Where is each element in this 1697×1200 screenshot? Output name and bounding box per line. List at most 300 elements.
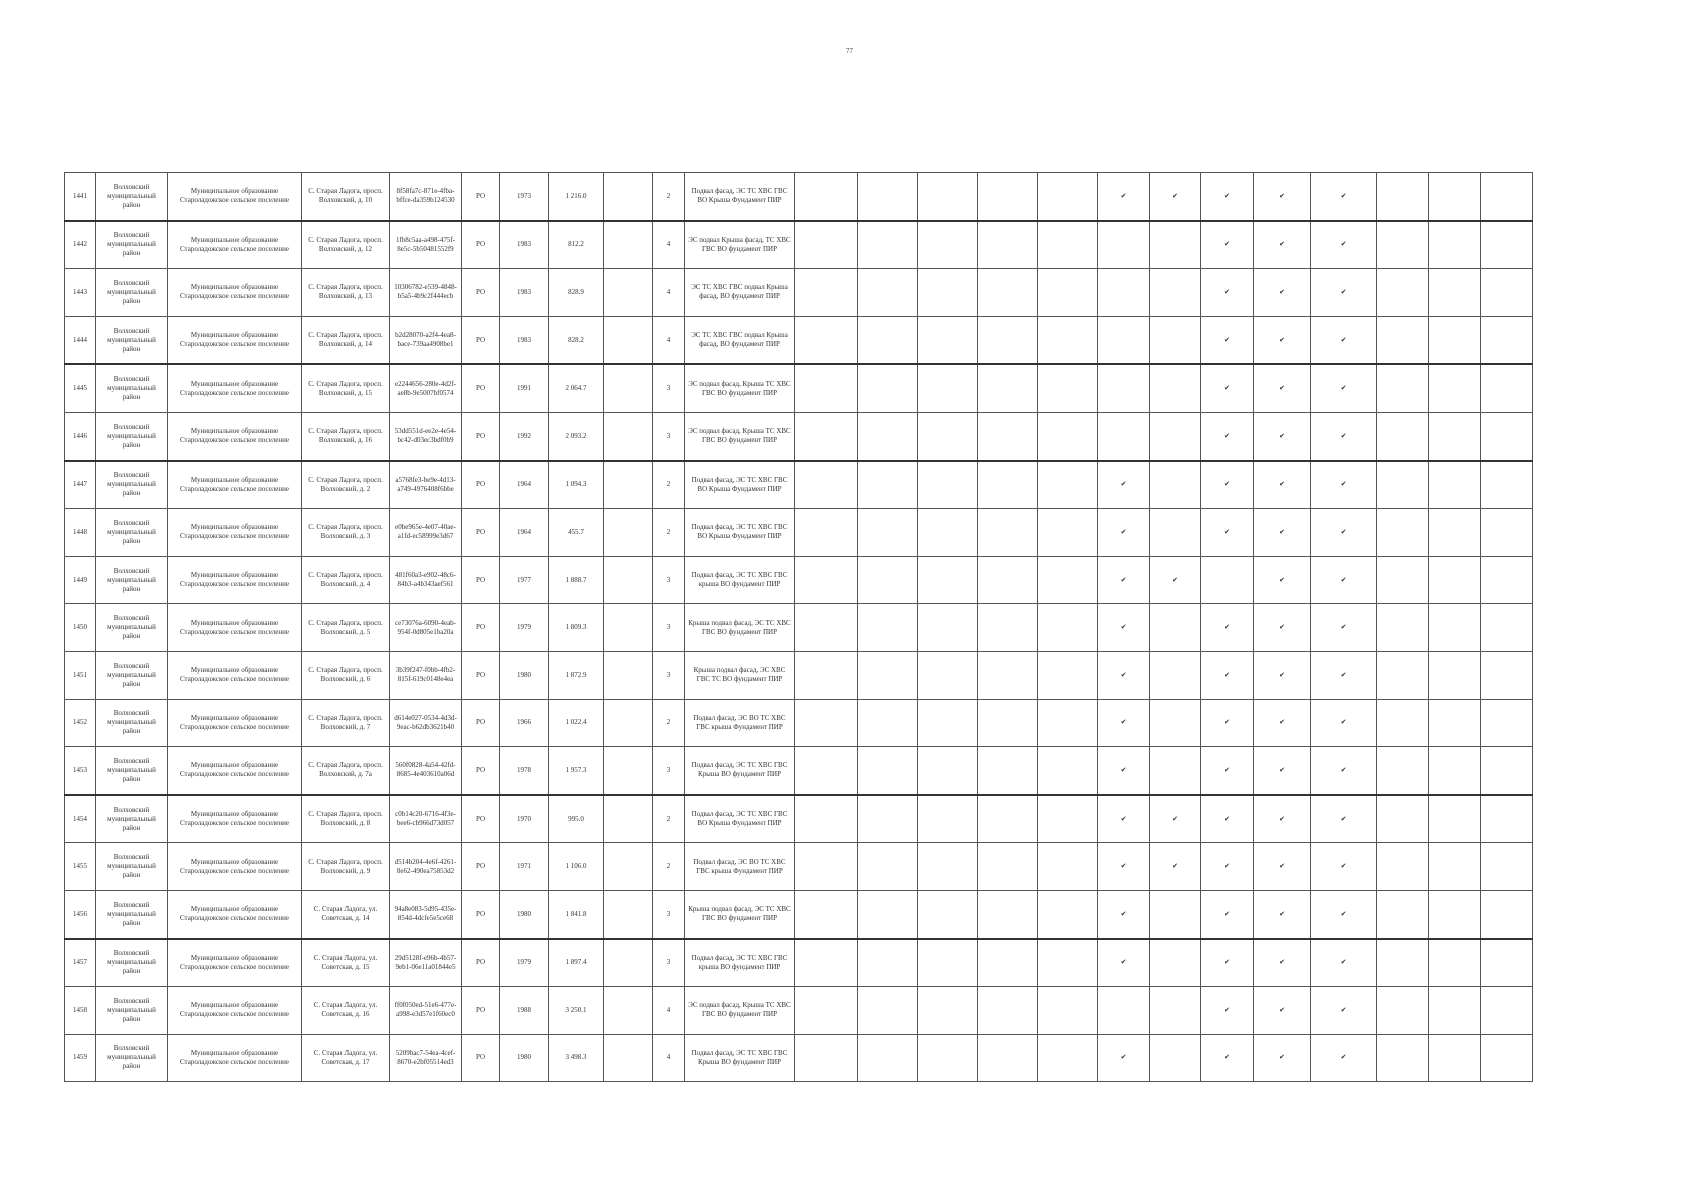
guid-cell: 10306782-e539-4848-b5a5-4b9c2f444ecb — [390, 269, 462, 317]
check-cell-1: ✔ — [1098, 699, 1150, 747]
empty-cell — [918, 173, 978, 221]
empty-cell — [1481, 890, 1533, 938]
floors-cell: 2 — [653, 173, 685, 221]
check-cell-3: ✔ — [1201, 461, 1254, 509]
empty-cell — [918, 987, 978, 1035]
empty-cell — [1429, 173, 1481, 221]
empty-cell — [1429, 747, 1481, 795]
works-cell: Подвал фасад, ЭС ТС ХВС ГВС ВО Крыша Фундамент ПИР — [685, 173, 795, 221]
guid-cell: 3b39f247-f0bb-4fb2-815f-619c0148e4ea — [390, 651, 462, 699]
area-cell: 1 888.7 — [549, 556, 604, 604]
district-cell: Волховский муниципальный район — [96, 221, 168, 269]
check-cell-2: ✔ — [1150, 556, 1201, 604]
table-row — [65, 604, 1533, 652]
works-cell: Крыша подвал фасад, ЭС ХВС ГВС ТС ВО фундамент ПИР — [685, 651, 795, 699]
table-row — [65, 795, 1533, 843]
guid-cell: b2d28070-a2f4-4ea8-bace-739aa4908be1 — [390, 316, 462, 364]
municipality-cell: Муниципальное образование Староладожское сельское поселение — [168, 509, 302, 557]
empty-cell — [978, 269, 1038, 317]
empty-cell — [918, 461, 978, 509]
empty-cell — [858, 509, 918, 557]
empty-cell — [1038, 843, 1098, 891]
check-cell-2 — [1150, 221, 1201, 269]
address-cell: С. Старая Ладога, просп. Волховский, д. 9 — [302, 843, 390, 891]
floors-cell: 4 — [653, 316, 685, 364]
row-number-cell: 1442 — [65, 221, 96, 269]
empty-cell — [1038, 987, 1098, 1035]
empty-cell — [1429, 651, 1481, 699]
guid-cell: 29d5128f-e96b-4b57-9eb1-06e11a01844e5 — [390, 939, 462, 987]
area-cell: 1 094.3 — [549, 461, 604, 509]
page-number: 77 — [846, 47, 853, 55]
empty-cell — [1429, 699, 1481, 747]
floors-cell: 2 — [653, 509, 685, 557]
empty-cell — [978, 939, 1038, 987]
municipality-cell: Муниципальное образование Староладожское сельское поселение — [168, 939, 302, 987]
empty-cell — [1038, 747, 1098, 795]
district-cell: Волховский муниципальный район — [96, 604, 168, 652]
table-row — [65, 890, 1533, 938]
year-cell: 1980 — [500, 1034, 549, 1082]
address-cell: С. Старая Ладога, ул. Советская, д. 17 — [302, 1034, 390, 1082]
empty-cell — [858, 173, 918, 221]
empty-cell — [918, 747, 978, 795]
empty-cell — [918, 939, 978, 987]
table-row — [65, 843, 1533, 891]
type-cell: РО — [462, 461, 500, 509]
empty-cell — [1481, 412, 1533, 460]
check-cell-1: ✔ — [1098, 556, 1150, 604]
municipality-cell: Муниципальное образование Староладожское сельское поселение — [168, 795, 302, 843]
empty-cell — [918, 890, 978, 938]
floors-cell: 4 — [653, 987, 685, 1035]
area-cell: 3 250.1 — [549, 987, 604, 1035]
district-cell: Волховский муниципальный район — [96, 987, 168, 1035]
year-cell: 1978 — [500, 747, 549, 795]
area-cell: 2 064.7 — [549, 364, 604, 412]
area-cell: 1 022.4 — [549, 699, 604, 747]
empty-cell — [1377, 509, 1429, 557]
empty-cell — [978, 843, 1038, 891]
empty-cell — [978, 747, 1038, 795]
guid-cell: 8f58fa7c-871e-4fba-bffce-da359b124530 — [390, 173, 462, 221]
empty-cell — [1481, 699, 1533, 747]
year-cell: 1983 — [500, 221, 549, 269]
empty-cell — [1377, 364, 1429, 412]
floors-cell: 3 — [653, 604, 685, 652]
empty-cell — [604, 173, 653, 221]
empty-cell — [858, 747, 918, 795]
type-cell: РО — [462, 316, 500, 364]
area-cell: 1 809.3 — [549, 604, 604, 652]
check-cell-2 — [1150, 364, 1201, 412]
empty-cell — [1038, 890, 1098, 938]
empty-cell — [795, 747, 858, 795]
address-cell: С. Старая Ладога, просп. Волховский, д. 13 — [302, 269, 390, 317]
empty-cell — [604, 651, 653, 699]
guid-cell: d614e027-0534-4d3d-9eac-b62db3621b40 — [390, 699, 462, 747]
empty-cell — [858, 795, 918, 843]
check-cell-4: ✔ — [1254, 651, 1311, 699]
row-number-cell: 1456 — [65, 890, 96, 938]
floors-cell: 4 — [653, 221, 685, 269]
table-body — [65, 173, 1533, 1082]
empty-cell — [1429, 461, 1481, 509]
empty-cell — [1377, 843, 1429, 891]
check-cell-5: ✔ — [1311, 173, 1377, 221]
empty-cell — [1481, 1034, 1533, 1082]
address-cell: С. Старая Ладога, просп. Волховский, д. 15 — [302, 364, 390, 412]
check-cell-2 — [1150, 604, 1201, 652]
empty-cell — [1429, 556, 1481, 604]
empty-cell — [1481, 987, 1533, 1035]
empty-cell — [795, 843, 858, 891]
check-cell-1: ✔ — [1098, 1034, 1150, 1082]
floors-cell: 3 — [653, 651, 685, 699]
empty-cell — [1481, 843, 1533, 891]
area-cell: 828.9 — [549, 269, 604, 317]
works-cell: Крыша подвал фасад, ЭС ТС ХВС ГВС ВО фундамент ПИР — [685, 604, 795, 652]
check-cell-1: ✔ — [1098, 795, 1150, 843]
district-cell: Волховский муниципальный район — [96, 1034, 168, 1082]
empty-cell — [795, 221, 858, 269]
empty-cell — [795, 509, 858, 557]
empty-cell — [918, 651, 978, 699]
check-cell-1: ✔ — [1098, 843, 1150, 891]
year-cell: 1980 — [500, 890, 549, 938]
type-cell: РО — [462, 364, 500, 412]
empty-cell — [858, 556, 918, 604]
address-cell: С. Старая Ладога, просп. Волховский, д. 10 — [302, 173, 390, 221]
area-cell: 1 897.4 — [549, 939, 604, 987]
district-cell: Волховский муниципальный район — [96, 316, 168, 364]
check-cell-5: ✔ — [1311, 987, 1377, 1035]
guid-cell: e2244656-280e-4d2f-ae8b-9e5007bf0574 — [390, 364, 462, 412]
works-cell: Крыша подвал фасад, ЭС ТС ХВС ГВС ВО фундамент ПИР — [685, 890, 795, 938]
empty-cell — [1038, 509, 1098, 557]
empty-cell — [858, 604, 918, 652]
guid-cell: 5209bac7-54ea-4cef-8670-e2bf05514ed3 — [390, 1034, 462, 1082]
empty-cell — [1429, 939, 1481, 987]
empty-cell — [795, 699, 858, 747]
check-cell-4: ✔ — [1254, 699, 1311, 747]
empty-cell — [795, 173, 858, 221]
check-cell-1 — [1098, 316, 1150, 364]
area-cell: 995.0 — [549, 795, 604, 843]
works-cell: ЭС подвал фасад, Крыша ТС ХВС ГВС ВО фундамент ПИР — [685, 412, 795, 460]
year-cell: 1980 — [500, 651, 549, 699]
check-cell-4: ✔ — [1254, 412, 1311, 460]
check-cell-5: ✔ — [1311, 699, 1377, 747]
empty-cell — [795, 1034, 858, 1082]
guid-cell: d514b204-4e6f-4261-8e62-490ea75853d2 — [390, 843, 462, 891]
check-cell-5: ✔ — [1311, 316, 1377, 364]
empty-cell — [858, 939, 918, 987]
area-cell: 812.2 — [549, 221, 604, 269]
empty-cell — [1038, 556, 1098, 604]
empty-cell — [795, 364, 858, 412]
works-cell: Подвал фасад, ЭС ТС ХВС ГВС Крыша ВО фундамент ПИР — [685, 1034, 795, 1082]
empty-cell — [858, 316, 918, 364]
row-number-cell: 1458 — [65, 987, 96, 1035]
check-cell-4: ✔ — [1254, 316, 1311, 364]
year-cell: 1983 — [500, 269, 549, 317]
check-cell-1: ✔ — [1098, 747, 1150, 795]
empty-cell — [1481, 795, 1533, 843]
district-cell: Волховский муниципальный район — [96, 556, 168, 604]
empty-cell — [1429, 509, 1481, 557]
check-cell-3 — [1201, 556, 1254, 604]
check-cell-5: ✔ — [1311, 651, 1377, 699]
check-cell-2 — [1150, 412, 1201, 460]
check-cell-4: ✔ — [1254, 939, 1311, 987]
area-cell: 3 498.3 — [549, 1034, 604, 1082]
check-cell-3: ✔ — [1201, 1034, 1254, 1082]
empty-cell — [1038, 651, 1098, 699]
year-cell: 1979 — [500, 939, 549, 987]
empty-cell — [978, 364, 1038, 412]
empty-cell — [1038, 699, 1098, 747]
empty-cell — [1377, 890, 1429, 938]
floors-cell: 3 — [653, 556, 685, 604]
check-cell-2: ✔ — [1150, 795, 1201, 843]
check-cell-5: ✔ — [1311, 843, 1377, 891]
row-number-cell: 1443 — [65, 269, 96, 317]
empty-cell — [795, 987, 858, 1035]
check-cell-5: ✔ — [1311, 461, 1377, 509]
address-cell: С. Старая Ладога, просп. Волховский, д. 7а — [302, 747, 390, 795]
empty-cell — [1481, 221, 1533, 269]
table-row — [65, 987, 1533, 1035]
guid-cell: c0b14c20-6716-4f3e-bee6-cb966d73d057 — [390, 795, 462, 843]
empty-cell — [795, 412, 858, 460]
empty-cell — [604, 1034, 653, 1082]
works-cell: Подвал фасад, ЭС ТС ХВС ГВС ВО Крыша Фундамент ПИР — [685, 795, 795, 843]
empty-cell — [604, 556, 653, 604]
empty-cell — [1377, 461, 1429, 509]
district-cell: Волховский муниципальный район — [96, 412, 168, 460]
type-cell: РО — [462, 795, 500, 843]
empty-cell — [795, 316, 858, 364]
empty-cell — [1481, 939, 1533, 987]
works-cell: ЭС подвал фасад, Крыша ТС ХВС ГВС ВО фундамент ПИР — [685, 364, 795, 412]
guid-cell: 560f0828-4a54-42fd-8685-4e403610a06d — [390, 747, 462, 795]
check-cell-3: ✔ — [1201, 987, 1254, 1035]
empty-cell — [918, 316, 978, 364]
municipality-cell: Муниципальное образование Староладожское сельское поселение — [168, 173, 302, 221]
empty-cell — [604, 509, 653, 557]
check-cell-3: ✔ — [1201, 316, 1254, 364]
check-cell-5: ✔ — [1311, 1034, 1377, 1082]
empty-cell — [604, 461, 653, 509]
empty-cell — [1429, 1034, 1481, 1082]
check-cell-2 — [1150, 699, 1201, 747]
empty-cell — [978, 221, 1038, 269]
works-cell: ЭС ТС ХВС ГВС подвал Крыша фасад, ВО фундамент ПИР — [685, 269, 795, 317]
check-cell-4: ✔ — [1254, 461, 1311, 509]
year-cell: 1988 — [500, 987, 549, 1035]
empty-cell — [1377, 604, 1429, 652]
district-cell: Волховский муниципальный район — [96, 747, 168, 795]
check-cell-3: ✔ — [1201, 939, 1254, 987]
check-cell-4: ✔ — [1254, 556, 1311, 604]
check-cell-1 — [1098, 221, 1150, 269]
year-cell: 1964 — [500, 461, 549, 509]
check-cell-1: ✔ — [1098, 509, 1150, 557]
empty-cell — [1038, 795, 1098, 843]
empty-cell — [1377, 316, 1429, 364]
empty-cell — [1481, 651, 1533, 699]
empty-cell — [978, 795, 1038, 843]
empty-cell — [978, 412, 1038, 460]
type-cell: РО — [462, 699, 500, 747]
row-number-cell: 1441 — [65, 173, 96, 221]
check-cell-2 — [1150, 461, 1201, 509]
floors-cell: 2 — [653, 843, 685, 891]
municipality-cell: Муниципальное образование Староладожское сельское поселение — [168, 461, 302, 509]
check-cell-5: ✔ — [1311, 747, 1377, 795]
check-cell-1 — [1098, 412, 1150, 460]
table-row — [65, 699, 1533, 747]
municipality-cell: Муниципальное образование Староладожское сельское поселение — [168, 412, 302, 460]
empty-cell — [1377, 987, 1429, 1035]
district-cell: Волховский муниципальный район — [96, 795, 168, 843]
check-cell-5: ✔ — [1311, 364, 1377, 412]
check-cell-2 — [1150, 747, 1201, 795]
empty-cell — [1038, 173, 1098, 221]
area-cell: 828.2 — [549, 316, 604, 364]
year-cell: 1971 — [500, 843, 549, 891]
check-cell-1 — [1098, 987, 1150, 1035]
type-cell: РО — [462, 412, 500, 460]
address-cell: С. Старая Ладога, просп. Волховский, д. 2 — [302, 461, 390, 509]
guid-cell: 94a8e083-5d95-435e-854d-4dcfe5e5ce68 — [390, 890, 462, 938]
empty-cell — [1481, 747, 1533, 795]
empty-cell — [1429, 890, 1481, 938]
check-cell-4: ✔ — [1254, 173, 1311, 221]
area-cell: 2 093.2 — [549, 412, 604, 460]
type-cell: РО — [462, 509, 500, 557]
area-cell: 455.7 — [549, 509, 604, 557]
district-cell: Волховский муниципальный район — [96, 843, 168, 891]
empty-cell — [918, 1034, 978, 1082]
empty-cell — [918, 364, 978, 412]
guid-cell: 481f60a3-e902-48c6-84b3-a4b343aef561 — [390, 556, 462, 604]
empty-cell — [1377, 699, 1429, 747]
table-row — [65, 412, 1533, 460]
row-number-cell: 1453 — [65, 747, 96, 795]
year-cell: 1973 — [500, 173, 549, 221]
address-cell: С. Старая Ладога, просп. Волховский, д. 16 — [302, 412, 390, 460]
address-cell: С. Старая Ладога, просп. Волховский, д. 8 — [302, 795, 390, 843]
municipality-cell: Муниципальное образование Староладожское сельское поселение — [168, 747, 302, 795]
empty-cell — [978, 699, 1038, 747]
area-cell: 1 216.0 — [549, 173, 604, 221]
table-row — [65, 651, 1533, 699]
empty-cell — [858, 269, 918, 317]
empty-cell — [1377, 747, 1429, 795]
empty-cell — [1481, 173, 1533, 221]
check-cell-5: ✔ — [1311, 604, 1377, 652]
check-cell-1 — [1098, 269, 1150, 317]
floors-cell: 3 — [653, 939, 685, 987]
table-row — [65, 461, 1533, 509]
works-cell: Подвал фасад, ЭС ВО ТС ХВС ГВС крыша Фундамент ПИР — [685, 699, 795, 747]
row-number-cell: 1446 — [65, 412, 96, 460]
check-cell-4: ✔ — [1254, 747, 1311, 795]
check-cell-5: ✔ — [1311, 221, 1377, 269]
works-cell: Подвал фасад, ЭС ТС ХВС ГВС крыша ВО фундамент ПИР — [685, 556, 795, 604]
empty-cell — [858, 221, 918, 269]
check-cell-5: ✔ — [1311, 412, 1377, 460]
check-cell-5: ✔ — [1311, 556, 1377, 604]
empty-cell — [978, 316, 1038, 364]
empty-cell — [918, 269, 978, 317]
empty-cell — [918, 412, 978, 460]
municipality-cell: Муниципальное образование Староладожское сельское поселение — [168, 316, 302, 364]
empty-cell — [795, 890, 858, 938]
year-cell: 1979 — [500, 604, 549, 652]
empty-cell — [858, 412, 918, 460]
floors-cell: 4 — [653, 269, 685, 317]
row-number-cell: 1445 — [65, 364, 96, 412]
check-cell-4: ✔ — [1254, 795, 1311, 843]
empty-cell — [978, 651, 1038, 699]
district-cell: Волховский муниципальный район — [96, 651, 168, 699]
type-cell: РО — [462, 939, 500, 987]
type-cell: РО — [462, 1034, 500, 1082]
empty-cell — [604, 412, 653, 460]
municipality-cell: Муниципальное образование Староладожское сельское поселение — [168, 1034, 302, 1082]
municipality-cell: Муниципальное образование Староладожское сельское поселение — [168, 604, 302, 652]
check-cell-4: ✔ — [1254, 987, 1311, 1035]
empty-cell — [1429, 221, 1481, 269]
check-cell-4: ✔ — [1254, 843, 1311, 891]
housing-registry-table — [64, 172, 1533, 1082]
empty-cell — [918, 699, 978, 747]
check-cell-2 — [1150, 939, 1201, 987]
check-cell-3: ✔ — [1201, 795, 1254, 843]
floors-cell: 3 — [653, 747, 685, 795]
area-cell: 1 106.0 — [549, 843, 604, 891]
municipality-cell: Муниципальное образование Староладожское сельское поселение — [168, 699, 302, 747]
district-cell: Волховский муниципальный район — [96, 699, 168, 747]
empty-cell — [858, 890, 918, 938]
works-cell: Подвал фасад, ЭС ВО ТС ХВС ГВС крыша Фундамент ПИР — [685, 843, 795, 891]
empty-cell — [1038, 939, 1098, 987]
table-row — [65, 939, 1533, 987]
empty-cell — [918, 604, 978, 652]
check-cell-3: ✔ — [1201, 604, 1254, 652]
area-cell: 1 872.9 — [549, 651, 604, 699]
check-cell-3: ✔ — [1201, 509, 1254, 557]
check-cell-1: ✔ — [1098, 461, 1150, 509]
check-cell-3: ✔ — [1201, 221, 1254, 269]
check-cell-5: ✔ — [1311, 939, 1377, 987]
check-cell-4: ✔ — [1254, 604, 1311, 652]
check-cell-2 — [1150, 1034, 1201, 1082]
type-cell: РО — [462, 604, 500, 652]
municipality-cell: Муниципальное образование Староладожское сельское поселение — [168, 269, 302, 317]
empty-cell — [795, 269, 858, 317]
empty-cell — [858, 651, 918, 699]
table-row — [65, 747, 1533, 795]
empty-cell — [795, 651, 858, 699]
check-cell-3: ✔ — [1201, 699, 1254, 747]
empty-cell — [978, 556, 1038, 604]
floors-cell: 4 — [653, 1034, 685, 1082]
address-cell: С. Старая Ладога, ул. Советская, д. 14 — [302, 890, 390, 938]
